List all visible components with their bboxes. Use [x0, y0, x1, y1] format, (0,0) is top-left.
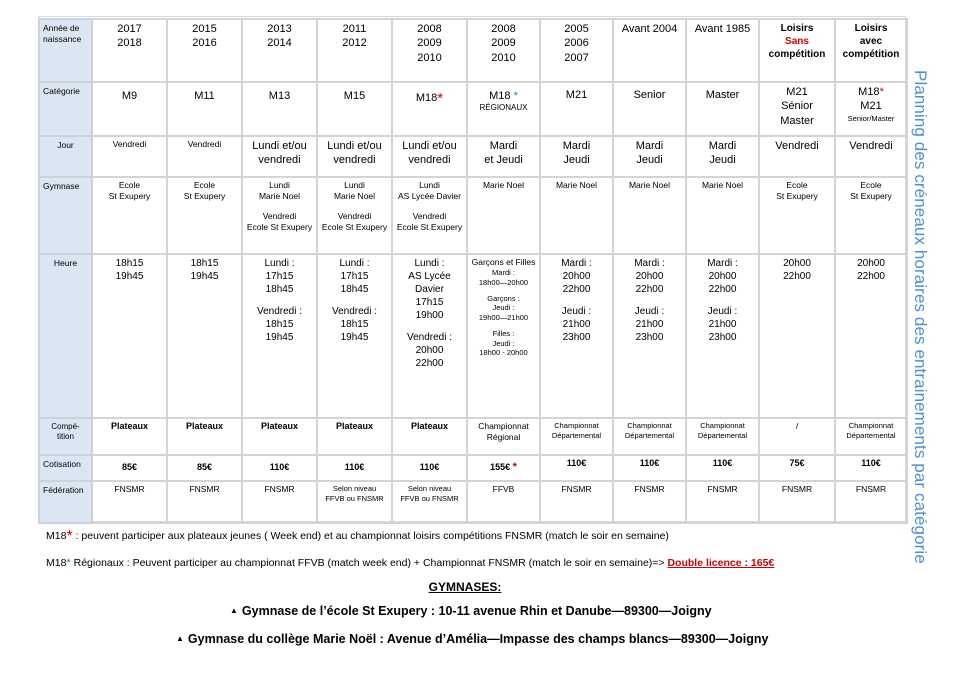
- cell-competition: Plateaux: [392, 418, 467, 455]
- row-gymnase: [39, 177, 907, 254]
- cell-heure: Mardi : 20h00 22h00 Jeudi : 21h00 23h00: [686, 254, 759, 418]
- row-label-annee: Année de naissance: [39, 19, 92, 82]
- cell-categorie: M11: [167, 82, 242, 136]
- row-cotisation: [39, 455, 907, 481]
- cell-federation: FNSMR: [835, 481, 907, 523]
- planning-table: [38, 18, 908, 524]
- cell-annee: Avant 2004: [613, 19, 686, 82]
- gymnases-heading: GYMNASES:: [428, 580, 502, 594]
- row-label-competition: Compé-tition: [39, 418, 92, 455]
- cell-jour: Lundi et/ou vendredi: [242, 136, 317, 177]
- cell-cotisation: 110€: [540, 455, 613, 481]
- cell-heure: Garçons et Filles Mardi : 18h00—20h00 Garçons : Jeudi : 19h00—21h00 Filles : Jeudi : 18h00 - 20h00: [467, 254, 540, 418]
- cell-cotisation: 110€: [686, 455, 759, 481]
- cell-annee: 2005 2006 2007: [540, 19, 613, 82]
- cell-jour: Vendredi: [759, 136, 835, 177]
- gymnase-line-st-exupery: ▲ Gymnase de l’école St Exupery : 10-11 avenue Rhin et Danube—89300—Joigny: [230, 604, 712, 618]
- cell-heure: Lundi : 17h15 18h45 Vendredi : 18h15 19h45: [317, 254, 392, 418]
- cell-gymnase: Lundi AS Lycée Davier Vendredi Ecole St Exupery: [392, 177, 467, 254]
- cell-cotisation: 85€: [167, 455, 242, 481]
- cell-jour: Lundi et/ou vendredi: [317, 136, 392, 177]
- cell-jour: Mardi Jeudi: [613, 136, 686, 177]
- row-jour: [39, 136, 907, 177]
- row-label-gymnase: Gymnase: [39, 177, 92, 254]
- cell-annee-loisirs: Loisirs avec compétition: [835, 19, 907, 82]
- row-heure: [39, 254, 907, 418]
- cell-federation: Selon niveau FFVB ou FNSMR: [392, 481, 467, 523]
- cell-jour: Mardi et Jeudi: [467, 136, 540, 177]
- cell-cotisation: 85€: [92, 455, 167, 481]
- cell-heure: Mardi : 20h00 22h00 Jeudi : 21h00 23h00: [613, 254, 686, 418]
- blue-asterisk: *: [513, 90, 518, 102]
- note-m18: M18* : peuvent participer aux plateaux jeunes ( Week end) et au championnat loisirs compétitions FNSMR (match le soir en semaine): [46, 528, 669, 545]
- cell-federation: FFVB: [467, 481, 540, 523]
- cell-annee: 2015 2016: [167, 19, 242, 82]
- blue-asterisk: *: [66, 557, 71, 569]
- cell-jour: Vendredi: [835, 136, 907, 177]
- row-label-categorie: Catégorie: [39, 82, 92, 136]
- gymnase-line-marie-noel: ▲ Gymnase du collège Marie Noël : Avenue d’Amélia—Impasse des champs blancs—89300—Joigny: [176, 632, 769, 646]
- cell-gymnase: Ecole St Exupery: [167, 177, 242, 254]
- cell-jour: Lundi et/ou vendredi: [392, 136, 467, 177]
- cell-competition: Championnat Départemental: [540, 418, 613, 455]
- cell-heure: Lundi : AS Lycée Davier 17h15 19h00 Vendredi : 20h00 22h00: [392, 254, 467, 418]
- cell-annee: 2008 2009 2010: [467, 19, 540, 82]
- red-asterisk: *: [879, 86, 884, 98]
- cell-gymnase: Marie Noel: [540, 177, 613, 254]
- row-federation: [39, 481, 907, 523]
- cell-annee: 2008 2009 2010: [392, 19, 467, 82]
- cell-competition: Championnat Départemental: [613, 418, 686, 455]
- cell-federation: Selon niveau FFVB ou FNSMR: [317, 481, 392, 523]
- cell-competition: Plateaux: [317, 418, 392, 455]
- row-label-cotisation: Cotisation: [39, 455, 92, 481]
- cell-categorie: M18* M21 Senior/Master: [835, 82, 907, 136]
- cell-cotisation: 155€ *: [467, 455, 540, 481]
- cell-cotisation: 110€: [242, 455, 317, 481]
- cell-federation: FNSMR: [92, 481, 167, 523]
- cell-gymnase: Ecole St Exupery: [835, 177, 907, 254]
- cell-categorie: M18 * RÉGIONAUX: [467, 82, 540, 136]
- row-annee: [39, 19, 907, 82]
- cell-annee: Avant 1985: [686, 19, 759, 82]
- cell-jour: Mardi Jeudi: [540, 136, 613, 177]
- cell-competition: Championnat Départemental: [686, 418, 759, 455]
- cell-categorie: Senior: [613, 82, 686, 136]
- cell-categorie: M15: [317, 82, 392, 136]
- cell-gymnase: Ecole St Exupery: [92, 177, 167, 254]
- cell-annee: 2011 2012: [317, 19, 392, 82]
- cell-categorie: M13: [242, 82, 317, 136]
- row-label-federation: Fédération: [39, 481, 92, 523]
- cell-gymnase: Lundi Marie Noel Vendredi Ecole St Exupery: [317, 177, 392, 254]
- cell-federation: FNSMR: [759, 481, 835, 523]
- side-title: Planning des créneaux horaires des entrainements par catégorie: [911, 70, 930, 564]
- cell-competition: /: [759, 418, 835, 455]
- cell-categorie: M9: [92, 82, 167, 136]
- note-m18-regionaux: M18* Régionaux : Peuvent participer au championnat FFVB (match week end) + Championnat FNSMR (match le soir en semaine)=> Double licence : 165€: [46, 557, 775, 569]
- cell-jour: Mardi Jeudi: [686, 136, 759, 177]
- cell-heure: 20h00 22h00: [759, 254, 835, 418]
- triangle-bullet-icon: ▲: [230, 606, 238, 615]
- cell-heure: Mardi : 20h00 22h00 Jeudi : 21h00 23h00: [540, 254, 613, 418]
- cell-heure: Lundi : 17h15 18h45 Vendredi : 18h15 19h45: [242, 254, 317, 418]
- cell-heure: 20h00 22h00: [835, 254, 907, 418]
- cell-federation: FNSMR: [242, 481, 317, 523]
- cell-categorie: M21: [540, 82, 613, 136]
- cell-federation: FNSMR: [686, 481, 759, 523]
- cell-categorie: M18*: [392, 82, 467, 136]
- cell-competition: Plateaux: [242, 418, 317, 455]
- cell-federation: FNSMR: [540, 481, 613, 523]
- cell-heure: 18h15 19h45: [167, 254, 242, 418]
- cell-heure: 18h15 19h45: [92, 254, 167, 418]
- cell-categorie: M21 Sénior Master: [759, 82, 835, 136]
- cell-gymnase: Marie Noel: [686, 177, 759, 254]
- cell-jour: Vendredi: [167, 136, 242, 177]
- cell-categorie: Master: [686, 82, 759, 136]
- cell-cotisation: 110€: [392, 455, 467, 481]
- cell-gymnase: Marie Noel: [613, 177, 686, 254]
- cell-jour: Vendredi: [92, 136, 167, 177]
- cell-competition: Championnat Régional: [467, 418, 540, 455]
- cell-annee-loisirs: Loisirs Sans compétition: [759, 19, 835, 82]
- cell-annee: 2013 2014: [242, 19, 317, 82]
- cell-cotisation: 110€: [317, 455, 392, 481]
- cell-competition: Plateaux: [167, 418, 242, 455]
- cell-annee: 2017 2018: [92, 19, 167, 82]
- row-competition: [39, 418, 907, 455]
- red-asterisk: *: [437, 90, 444, 107]
- cell-competition: Plateaux: [92, 418, 167, 455]
- cell-cotisation: 110€: [835, 455, 907, 481]
- cell-gymnase: Ecole St Exupery: [759, 177, 835, 254]
- row-label-jour: Jour: [39, 136, 92, 177]
- cell-federation: FNSMR: [167, 481, 242, 523]
- red-asterisk: *: [512, 461, 517, 473]
- cell-cotisation: 75€: [759, 455, 835, 481]
- triangle-bullet-icon: ▲: [176, 634, 184, 643]
- cell-gymnase: Marie Noel: [467, 177, 540, 254]
- row-categorie: [39, 82, 907, 136]
- cell-gymnase: Lundi Marie Noel Vendredi Ecole St Exupery: [242, 177, 317, 254]
- double-licence-link[interactable]: Double licence : 165€: [667, 557, 775, 569]
- cell-cotisation: 110€: [613, 455, 686, 481]
- red-asterisk: *: [66, 528, 73, 545]
- cell-federation: FNSMR: [613, 481, 686, 523]
- row-label-heure: Heure: [39, 254, 92, 418]
- cell-competition: Championnat Départemental: [835, 418, 907, 455]
